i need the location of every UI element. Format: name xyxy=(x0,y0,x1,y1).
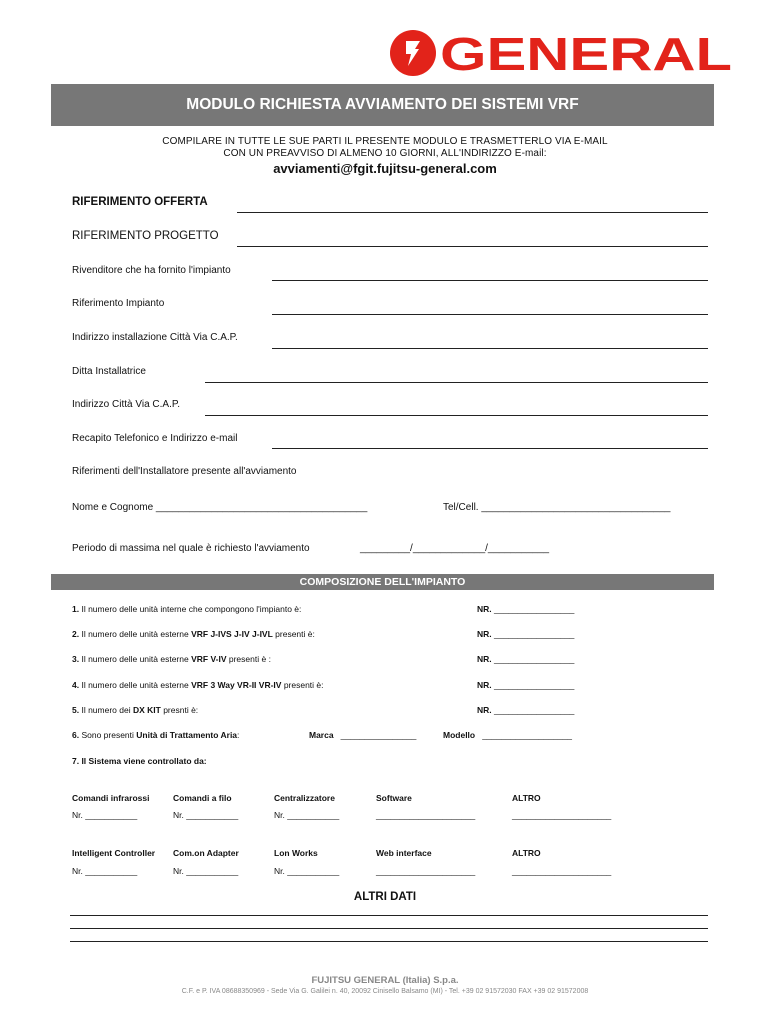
form-title: MODULO RICHIESTA AVVIAMENTO DEI SISTEMI VRF xyxy=(51,84,714,126)
tel-cell-field[interactable]: Tel/Cell. __________________________________ xyxy=(443,502,671,513)
nr-lon-works[interactable]: Nr. ___________ xyxy=(274,866,340,876)
ditta-installatrice-field[interactable] xyxy=(205,382,708,383)
composizione-item-4: 4. Il numero delle unità esterne VRF 3 Way VR-II VR-IV presenti è: xyxy=(72,680,324,690)
altri-dati-line-2[interactable] xyxy=(70,928,708,929)
control-lon-works: Lon Works xyxy=(274,848,318,858)
control-comandi-filo: Comandi a filo xyxy=(173,793,232,803)
control-comandi-infrarossi: Comandi infrarossi xyxy=(72,793,150,803)
footer-company: FUJITSU GENERAL (Italia) S.p.a. xyxy=(311,975,459,986)
nr-centralizzatore[interactable]: Nr. ___________ xyxy=(274,810,340,820)
altri-dati-line-3[interactable] xyxy=(70,941,708,942)
logo-wordmark: GENERAL xyxy=(440,28,732,78)
instruction-line-1: COMPILARE IN TUTTE LE SUE PARTI IL PRESENTE MODULO E TRASMETTERLO VIA E-MAIL xyxy=(162,136,608,147)
composizione-item-7: 7. Il Sistema viene controllato da: xyxy=(72,756,207,766)
nr-field-5[interactable]: NR. _________________ xyxy=(477,705,575,715)
nome-cognome-field[interactable]: Nome e Cognome ______________________________________ xyxy=(72,502,368,513)
riferimenti-installatore-label: Riferimenti dell'Installatore presente all'avviamento xyxy=(72,466,297,477)
control-com-on-adapter: Com.on Adapter xyxy=(173,848,239,858)
composizione-item-1: 1. Il numero delle unità interne che compongono l'impianto è: xyxy=(72,604,302,614)
control-intelligent-controller: Intelligent Controller xyxy=(72,848,156,858)
nr-field-1[interactable]: NR. _________________ xyxy=(477,604,575,614)
riferimento-offerta-label: RIFERIMENTO OFFERTA xyxy=(72,196,208,208)
riferimento-offerta-field[interactable] xyxy=(237,212,708,213)
nr-intelligent-controller[interactable]: Nr. ___________ xyxy=(72,866,138,876)
nr-field-3[interactable]: NR. _________________ xyxy=(477,654,575,664)
recapito-field[interactable] xyxy=(272,448,708,449)
control-centralizzatore: Centralizzatore xyxy=(274,793,335,803)
instruction-line-2: CON UN PREAVVISO DI ALMENO 10 GIORNI, ALL'INDIRIZZO E-mail: xyxy=(223,148,547,159)
software-field[interactable]: _____________________ xyxy=(376,810,476,820)
recapito-label: Recapito Telefonico e Indirizzo e-mail xyxy=(72,433,238,444)
riferimento-impianto-label: Riferimento Impianto xyxy=(72,298,165,309)
ditta-installatrice-label: Ditta Installatrice xyxy=(72,366,146,377)
nr-com-on-adapter[interactable]: Nr. ___________ xyxy=(173,866,239,876)
composizione-item-6: 6. Sono presenti Unità di Trattamento Aria: xyxy=(72,730,240,740)
altro-field-2[interactable]: _____________________ xyxy=(512,866,612,876)
riferimento-impianto-field[interactable] xyxy=(272,314,708,315)
indirizzo-citta-label: Indirizzo Città Via C.A.P. xyxy=(72,399,181,410)
control-altro-1: ALTRO xyxy=(512,793,541,803)
indirizzo-installazione-field[interactable] xyxy=(272,348,708,349)
control-altro-2: ALTRO xyxy=(512,848,541,858)
riferimento-progetto-field[interactable] xyxy=(237,246,708,247)
composizione-item-3: 3. Il numero delle unità esterne VRF V-IV presenti è : xyxy=(72,654,271,664)
composizione-item-5: 5. Il numero dei DX KIT presnti è: xyxy=(72,705,199,715)
nr-comandi-filo[interactable]: Nr. ___________ xyxy=(173,810,239,820)
marca-field[interactable]: Marca ________________ xyxy=(309,730,417,740)
indirizzo-citta-field[interactable] xyxy=(205,415,708,416)
periodo-label: Periodo di massima nel quale è richiesto l'avviamento xyxy=(72,543,310,554)
general-logo xyxy=(388,28,738,78)
nr-comandi-infrarossi[interactable]: Nr. ___________ xyxy=(72,810,138,820)
nr-field-4[interactable]: NR. _________________ xyxy=(477,680,575,690)
rivenditore-field[interactable] xyxy=(272,280,708,281)
indirizzo-installazione-label: Indirizzo installazione Città Via C.A.P. xyxy=(72,332,238,343)
web-interface-field[interactable]: _____________________ xyxy=(376,866,476,876)
periodo-date-field[interactable]: _________/_____________/___________ xyxy=(360,543,550,554)
altri-dati-line-1[interactable] xyxy=(70,915,708,916)
composizione-header: COMPOSIZIONE DELL'IMPIANTO xyxy=(51,574,714,590)
control-software: Software xyxy=(376,793,412,803)
control-web-interface: Web interface xyxy=(376,848,432,858)
altro-field-1[interactable]: _____________________ xyxy=(512,810,612,820)
riferimento-progetto-label: RIFERIMENTO PROGETTO xyxy=(72,230,219,242)
composizione-item-2: 2. Il numero delle unità esterne VRF J-IVS J-IV J-IVL presenti è: xyxy=(72,629,315,639)
altri-dati-title: ALTRI DATI xyxy=(353,891,417,903)
nr-field-2[interactable]: NR. _________________ xyxy=(477,629,575,639)
footer-address: C.F. e P. IVA 08688350969 - Sede Via G. Galilei n. 40, 20092 Cinisello Balsamo (MI) - Tel. +39 02 91572030 FAX +39 02 91572008 xyxy=(181,988,589,995)
email-address[interactable]: avviamenti@fgit.fujitsu-general.com xyxy=(273,161,497,176)
rivenditore-label: Rivenditore che ha fornito l'impianto xyxy=(72,265,231,276)
modello-field[interactable]: Modello ___________________ xyxy=(443,730,573,740)
